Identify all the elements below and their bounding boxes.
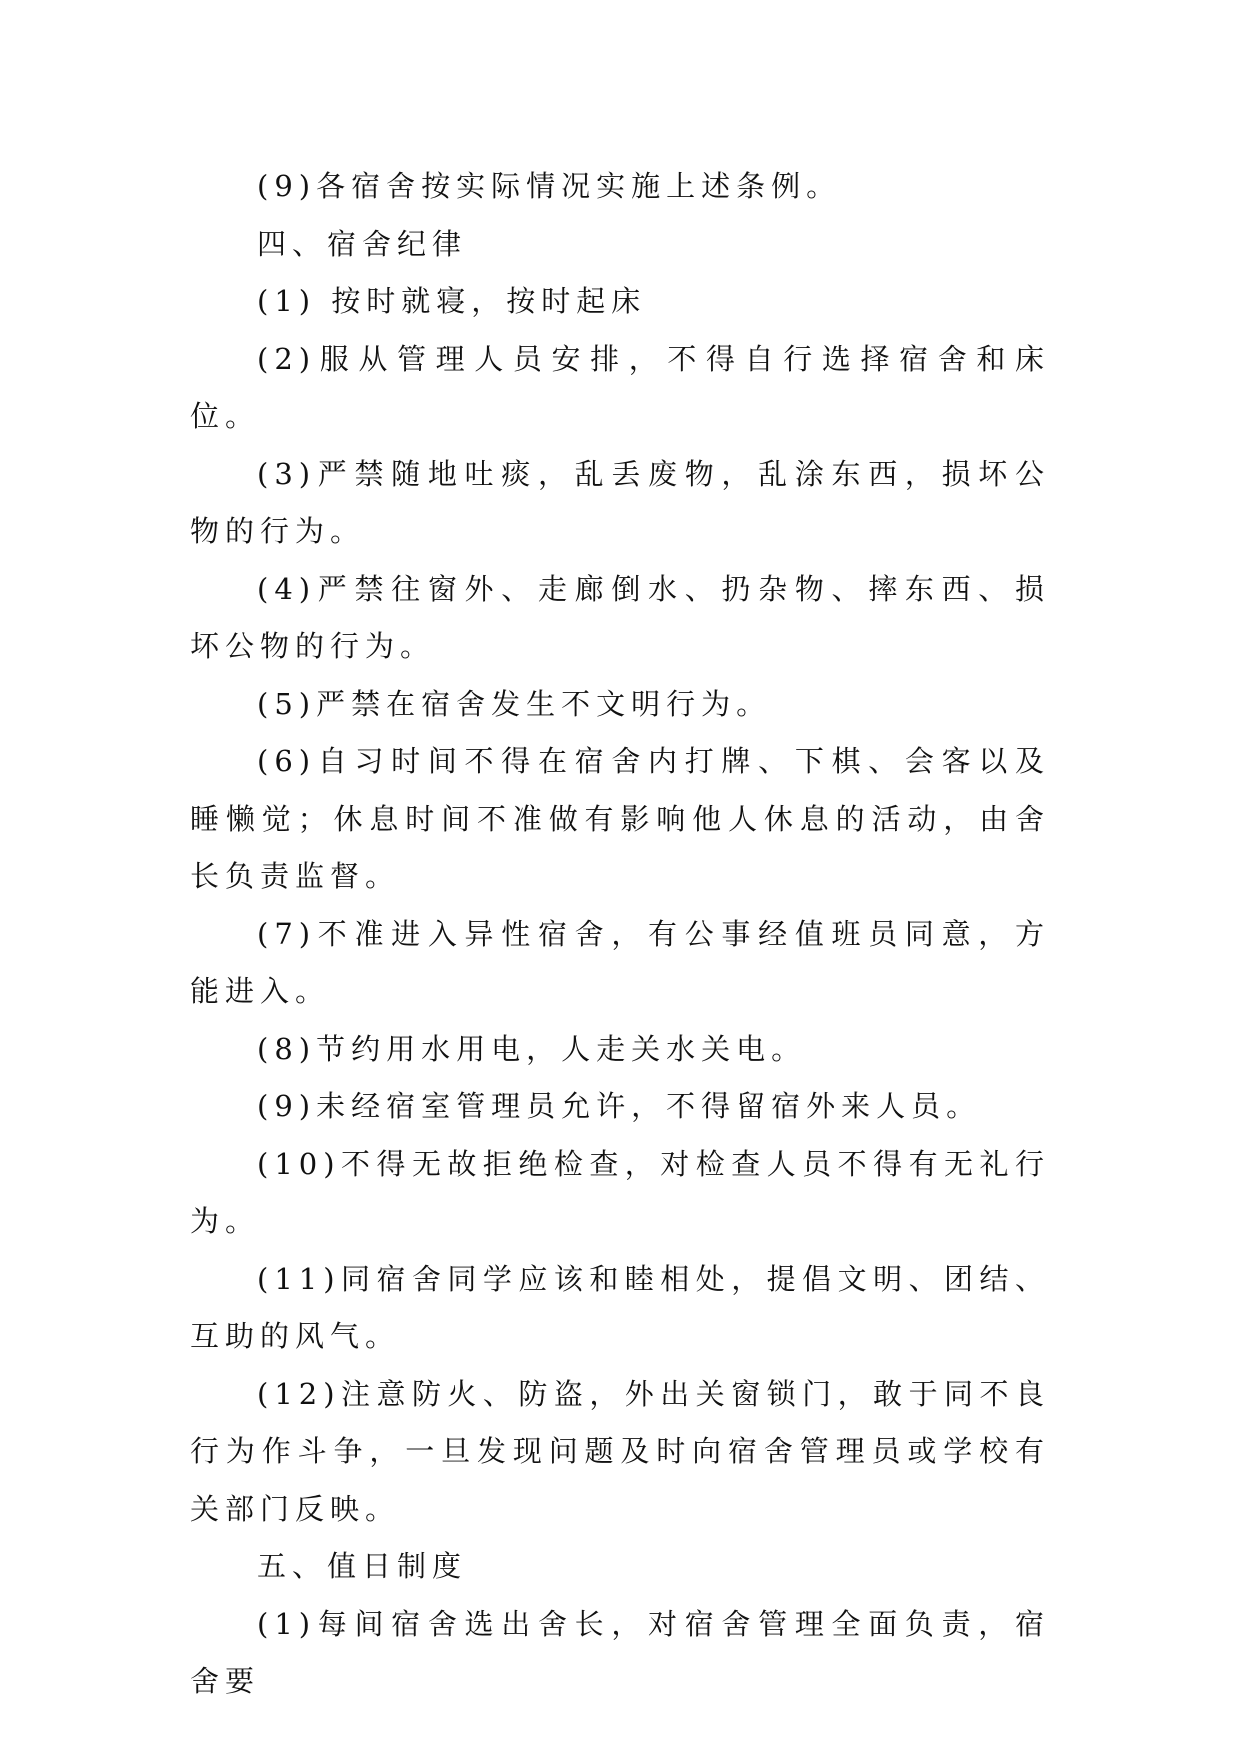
paragraph-discipline-3: (3)严禁随地吐痰，乱丢废物，乱涂东西，损坏公物的行为。 xyxy=(190,456,1050,548)
paragraph-discipline-12: (12)注意防火、防盗，外出关窗锁门，敢于同不良行为作斗争，一旦发现问题及时向宿舍管理员或学校有关部门反映。 xyxy=(190,1376,1050,1526)
paragraph-discipline-6: (6)自习时间不得在宿舍内打牌、下棋、会客以及睡懒觉；休息时间不准做有影响他人休息的活动，由舍长负责监督。 xyxy=(190,744,1050,893)
paragraph-discipline-9: (9)未经宿室管理员允许，不得留宿外来人员。 xyxy=(257,1089,982,1123)
paragraph-discipline-10: (10)不得无故拒绝检查，对检查人员不得有无礼行为。 xyxy=(190,1146,1050,1238)
section-heading-duty-system: 五、值日制度 xyxy=(257,1549,468,1583)
paragraph-rule-9: (9)各宿舍按实际情况实施上述条例。 xyxy=(257,169,842,203)
paragraph-discipline-4: (4)严禁往窗外、走廊倒水、扔杂物、摔东西、损坏公物的行为。 xyxy=(190,571,1050,663)
section-heading-dorm-discipline: 四、宿舍纪律 xyxy=(257,226,468,261)
paragraph-discipline-5: (5)严禁在宿舍发生不文明行为。 xyxy=(257,686,772,721)
paragraph-discipline-2: (2)服从管理人员安排，不得自行选择宿舍和床位。 xyxy=(190,341,1050,433)
paragraph-discipline-8: (8)节约用水用电，人走关水关电。 xyxy=(257,1031,807,1066)
paragraph-duty-1: (1)每间宿舍选出舍长，对宿舍管理全面负责，宿舍要 xyxy=(190,1606,1050,1698)
paragraph-discipline-1: (1) 按时就寝，按时起床 xyxy=(257,284,647,318)
paragraph-discipline-7: (7)不准进入异性宿舍，有公事经值班员同意，方能进入。 xyxy=(190,916,1050,1008)
document-body xyxy=(190,158,1050,1711)
paragraph-discipline-11: (11)同宿舍同学应该和睦相处，提倡文明、团结、互助的风气。 xyxy=(190,1261,1050,1353)
